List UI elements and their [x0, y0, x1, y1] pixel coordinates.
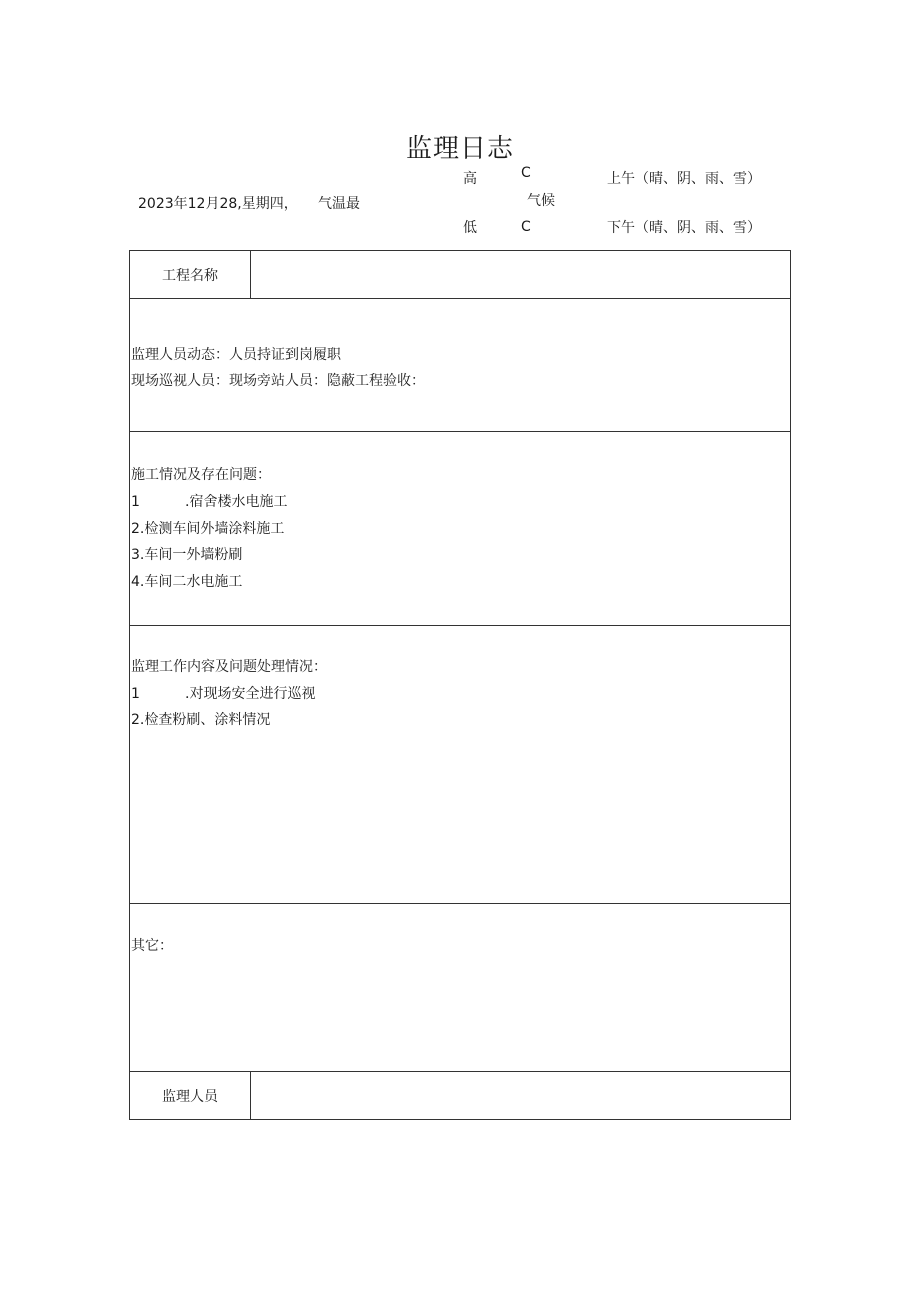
supervision-cell — [130, 626, 791, 904]
list-item — [131, 571, 242, 591]
weather-am: 上午（晴、阴、雨、雪） — [607, 171, 761, 187]
list-item — [131, 544, 242, 564]
list-item-number: 3 — [131, 547, 140, 563]
list-item-number: 2 — [131, 712, 140, 728]
staff-roles: 现场巡视人员：现场旁站人员：隐蔽工程验收： — [131, 373, 425, 389]
other-cell — [130, 904, 791, 1072]
other-row — [130, 904, 791, 1072]
weather-pm: 下午（晴、阴、雨、雪） — [607, 220, 761, 236]
temp-label: 气温最 — [318, 196, 360, 212]
construction-heading: 施工情况及存在问题： — [131, 467, 271, 483]
project-label: 工程名称 — [130, 251, 251, 299]
list-item-number: 1 — [131, 686, 140, 702]
list-item-text: .车间一外墙粉刷 — [139, 547, 243, 563]
list-item-number: 2 — [131, 521, 140, 537]
list-item-text: .检测车间外墙涂料施工 — [139, 521, 285, 537]
staff-row — [130, 299, 791, 432]
supervisor-row — [130, 1072, 791, 1120]
staff-status: 监理人员动态：人员持证到岗履职 — [131, 347, 341, 363]
temp-high-unit: C — [521, 165, 531, 181]
list-item — [131, 683, 315, 703]
construction-row — [130, 432, 791, 626]
project-row — [130, 251, 791, 299]
other-label: 其它： — [131, 938, 173, 954]
log-date: 2023年12月28,星期四， — [138, 196, 298, 212]
temp-high-label: 高 — [463, 171, 477, 187]
project-value[interactable] — [251, 251, 791, 299]
list-item-number: 1 — [131, 494, 140, 510]
supervisor-label: 监理人员 — [130, 1072, 251, 1120]
log-table — [129, 250, 791, 1120]
list-item-text: .宿舍楼水电施工 — [185, 494, 288, 510]
supervision-heading: 监理工作内容及问题处理情况： — [131, 659, 327, 675]
supervisor-value[interactable] — [251, 1072, 791, 1120]
construction-cell — [130, 432, 791, 626]
climate-label: 气候 — [527, 193, 555, 209]
list-item-text: .对现场安全进行巡视 — [185, 686, 316, 702]
list-item — [131, 709, 270, 729]
page-title: 监理日志 — [405, 134, 514, 164]
supervision-row — [130, 626, 791, 904]
list-item-number: 4 — [131, 574, 140, 590]
list-item-text: .车间二水电施工 — [139, 574, 243, 590]
staff-cell — [130, 299, 791, 432]
list-item — [131, 518, 284, 538]
temp-low-label: 低 — [463, 220, 477, 236]
list-item — [131, 491, 287, 511]
temp-low-unit: C — [521, 219, 531, 235]
list-item-text: .检查粉刷、涂料情况 — [139, 712, 271, 728]
